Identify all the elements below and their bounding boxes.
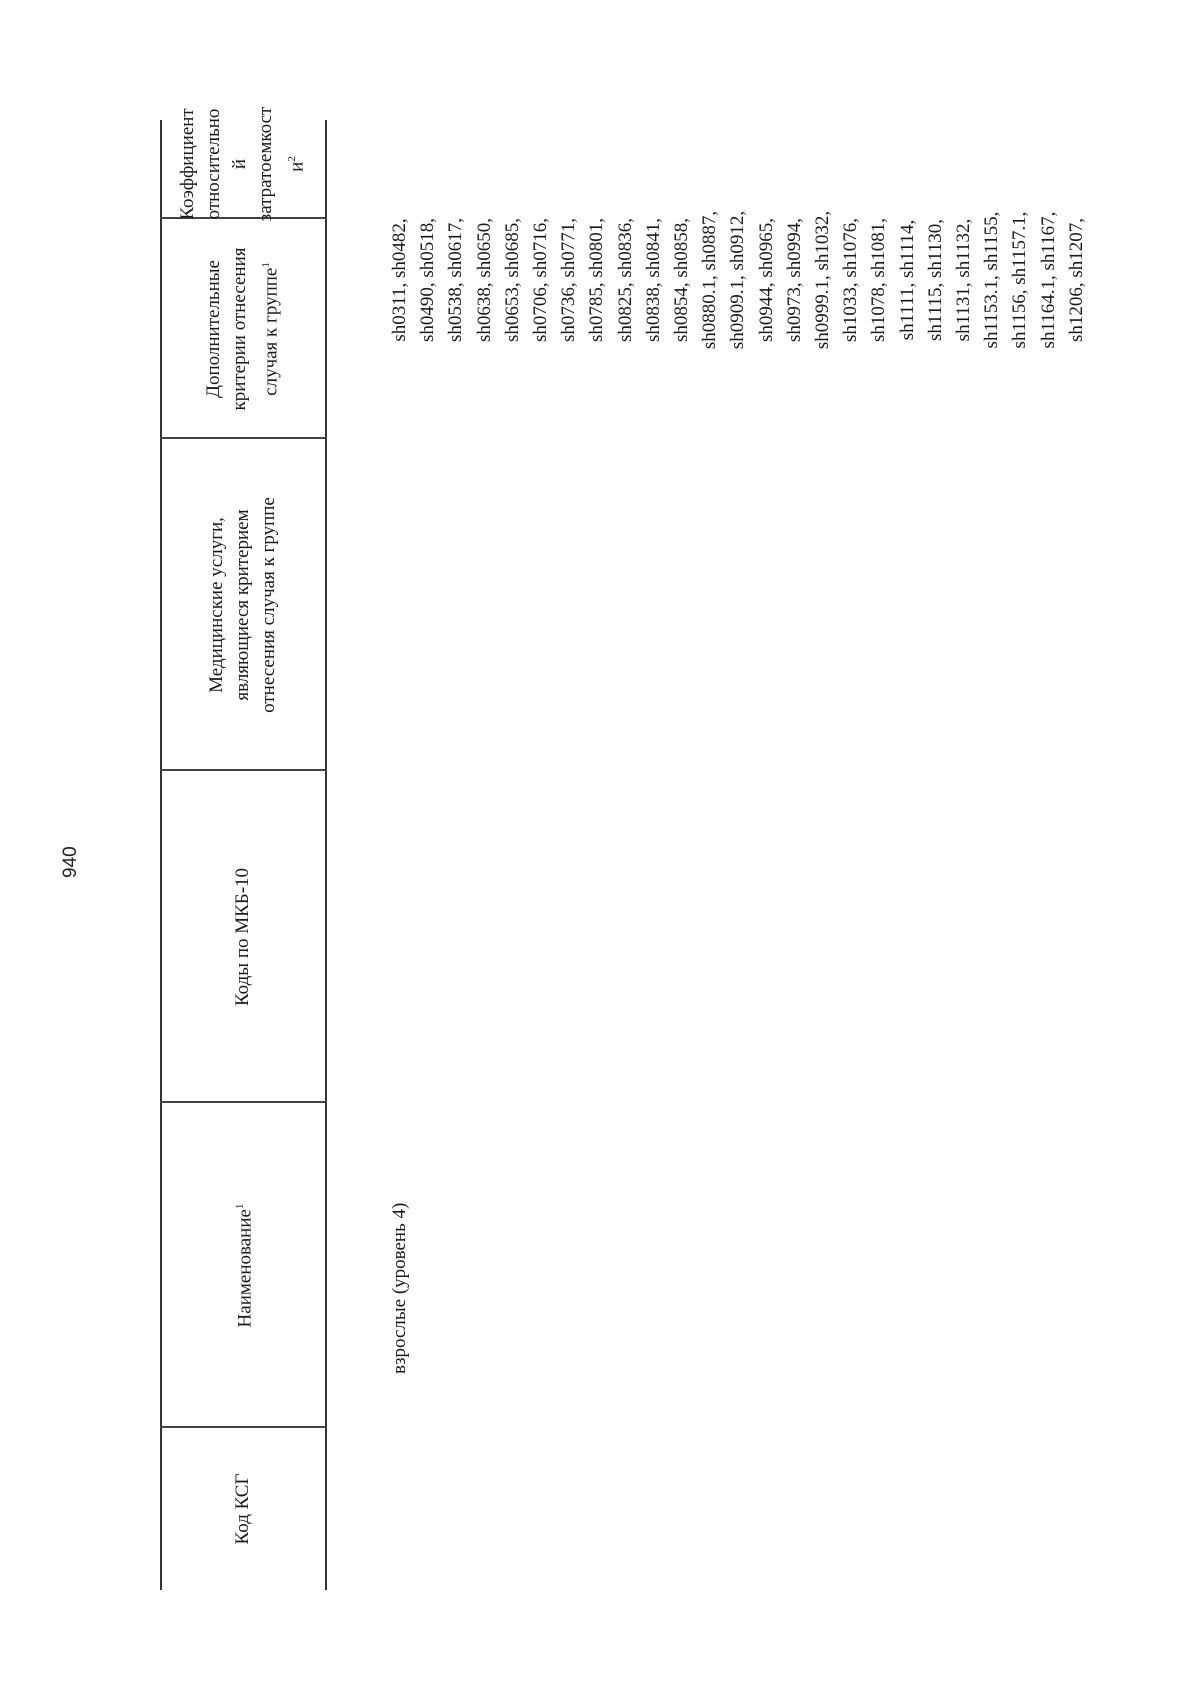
header-line: случая к группе$^1$	[260, 262, 282, 396]
group-name-cell: взрослые (уровень 4)	[389, 1202, 410, 1374]
criteria-line: sh0538, sh0617,	[445, 217, 467, 343]
page-number: 940	[60, 846, 81, 878]
footnote-mark: 2	[286, 156, 299, 162]
header-line: относительно	[203, 108, 225, 220]
criteria-line: sh0653, sh0685,	[501, 217, 523, 343]
header-line: Наименование$^1$	[234, 1203, 256, 1328]
header-line: $и^2$	[286, 156, 308, 172]
criteria-line: sh1111, sh1114,	[896, 219, 918, 341]
header-line: отнесения случая к группе	[258, 497, 279, 713]
criteria-line: sh1115, sh1130,	[924, 219, 946, 341]
header-line: Дополнительные	[203, 260, 225, 398]
header-line: Коды по МКБ-10	[232, 867, 253, 1007]
criteria-line: sh0909.1, sh0912,	[727, 210, 749, 350]
header-line: Медицинские услуги,	[206, 517, 227, 693]
ksg-table	[160, 106, 1200, 1590]
header-medical-services	[160, 439, 326, 771]
criteria-line: sh0490, sh0518,	[417, 217, 439, 343]
criteria-line: sh0999.1, sh1032,	[812, 210, 834, 350]
criteria-line: sh1164.1, sh1167,	[1037, 211, 1059, 349]
criteria-line: sh1078, sh1081,	[868, 217, 890, 343]
criteria-line: sh1206, sh1207,	[1065, 217, 1087, 343]
header-line: критерии отнесения	[229, 247, 251, 411]
criteria-line: sh1033, sh1076,	[840, 217, 862, 343]
header-icd10-codes	[160, 771, 326, 1103]
criteria-line: sh0854, sh0858,	[671, 217, 693, 343]
criteria-line: sh1156, sh1157.1,	[1009, 211, 1031, 349]
header-name	[160, 1103, 326, 1428]
criteria-line: sh0838, sh0841,	[642, 217, 664, 343]
criteria-line: sh0825, sh0836,	[614, 217, 636, 343]
footnote-mark: 1	[234, 1203, 247, 1210]
criteria-line: sh0880.1, sh0887,	[699, 210, 721, 350]
additional-criteria-cell	[386, 70, 1091, 490]
criteria-line: sh1131, sh1132,	[953, 218, 975, 342]
header-line: являющиеся критерием	[232, 509, 253, 701]
criteria-line: sh0944, sh0965,	[755, 217, 777, 343]
criteria-line: sh0638, sh0650,	[473, 217, 495, 343]
footnote-mark: 1	[260, 262, 273, 268]
header-additional-criteria	[160, 219, 326, 439]
header-line: Коэффициент	[177, 108, 199, 220]
header-cost-coefficient	[160, 106, 326, 222]
header-ksg-code	[160, 1428, 326, 1590]
header-line: й	[229, 158, 251, 170]
criteria-line: sh0311, sh0482,	[389, 218, 410, 342]
criteria-line: sh0973, sh0994,	[783, 217, 805, 343]
header-line: Код КСГ	[232, 1473, 253, 1545]
criteria-line: sh0736, sh0771,	[558, 217, 580, 343]
criteria-line: sh1153.1, sh1155,	[981, 211, 1003, 349]
criteria-line: sh0785, sh0801,	[586, 217, 608, 343]
criteria-line: sh0706, sh0716,	[530, 217, 552, 343]
header-line: затратоемкост	[255, 106, 277, 222]
